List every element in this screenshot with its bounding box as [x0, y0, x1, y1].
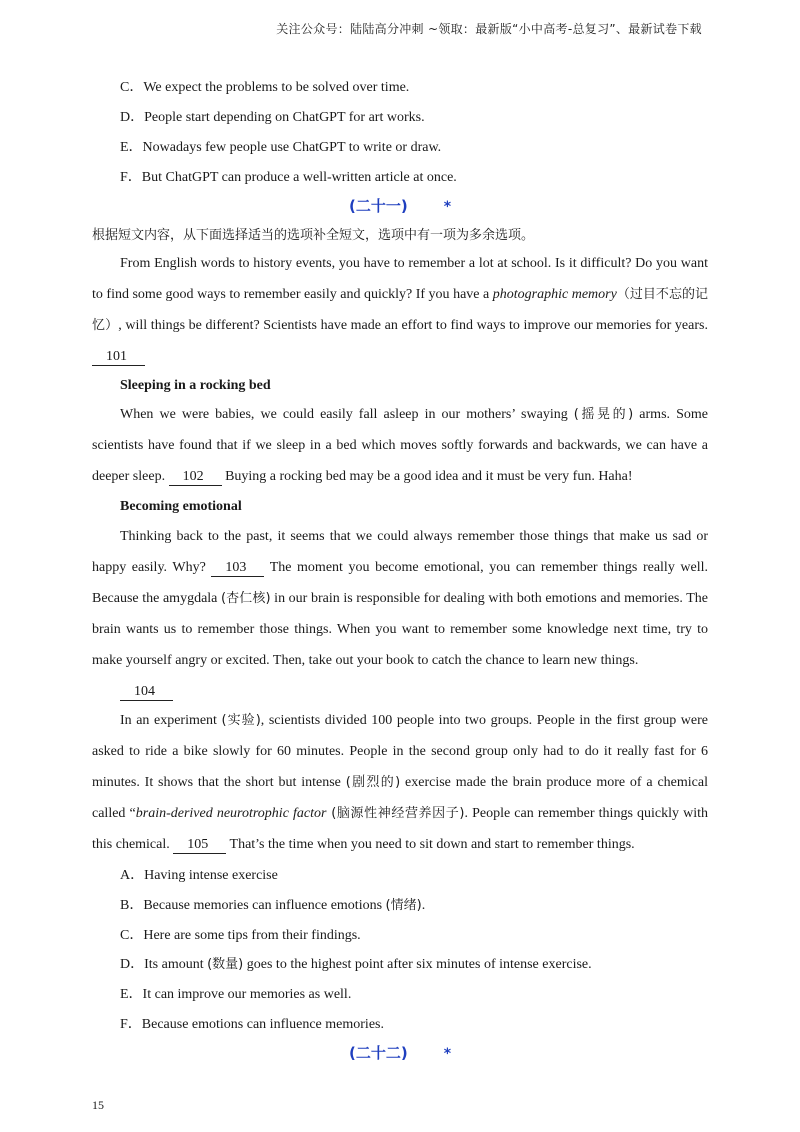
- blank-104: 104: [120, 684, 173, 701]
- prev-option-d: D．People start depending on ChatGPT for art works.: [120, 110, 425, 125]
- experiment-paragraph: In an experiment (实验), scientists divided 100 people into two groups. People in the first group were asked to ride a bike slowly for 60 minutes. People in the second group only had to do it really fast for 6 minutes. It shows that the short but intense (剧烈的) exercise made the brain produce more of a chemical called “brain-derived neurotrophic factor (脑源性神经营养因子). People can remember things quickly with this chemical. 105 That’s the time when you need to sit down and start to remember things.: [92, 713, 708, 852]
- section-22-heading: [0, 1042, 800, 1063]
- blank-102: 102: [169, 469, 222, 486]
- section-21-heading: [0, 195, 800, 216]
- subheading-rocking-bed: Sleeping in a rocking bed: [120, 378, 271, 393]
- option-d: D．Its amount (数量) goes to the highest point after six minutes of intense exercise.: [120, 957, 592, 972]
- blank-103: 103: [211, 560, 264, 577]
- blank-105: 105: [173, 837, 226, 854]
- instruction: [92, 227, 708, 245]
- option-c: C．Here are some tips from their findings.: [120, 928, 361, 943]
- intro-paragraph: From English words to history events, you have to remember a lot at school. Is it difficult? Do you want to find some good ways to remember easily and quickly? If you have a photographic memory（过目不忘的记忆）, will things be different? Scientists have made an effort to find ways to improve our memories for years. 101: [92, 256, 708, 364]
- blank-101: 101: [92, 349, 145, 366]
- header-note: 关注公众号：陆陆高分冲刺 ~领取：最新版“小中高考-总复习”、最新试卷下载: [276, 22, 702, 36]
- prev-option-f: F．But ChatGPT can produce a well-written article at once.: [120, 170, 457, 185]
- page-number: 15: [92, 1098, 104, 1112]
- prev-option-e: E．Nowadays few people use ChatGPT to write or draw.: [120, 140, 442, 155]
- option-a: A．Having intense exercise: [120, 868, 278, 883]
- star-icon: *: [443, 199, 452, 215]
- option-b: B．Because memories can influence emotions (情绪).: [120, 898, 426, 913]
- bdnf-term: brain-derived neurotrophic factor: [135, 806, 327, 821]
- instruction-text: 根据短文内容，从下面选择适当的选项补全短文，选项中有一项为多余选项。: [92, 228, 535, 243]
- option-e: E．It can improve our memories as well.: [120, 987, 352, 1002]
- section-22-title: (二十二): [348, 1044, 408, 1062]
- photographic-memory-term: photographic memory: [492, 287, 617, 302]
- section-21-title: (二十一): [348, 197, 408, 215]
- rocking-bed-paragraph: When we were babies, we could easily fall asleep in our mothers’ swaying (摇晃的) arms. Some scientists have found that if we sleep in a bed which moves softly forwards and backwards, we can have a deeper sleep. 102 Buying a rocking bed may be a good idea and it must be very fun. Haha!: [92, 407, 708, 484]
- subheading-emotional: Becoming emotional: [120, 499, 242, 514]
- option-f: F．Because emotions can influence memories.: [120, 1017, 384, 1032]
- prev-option-c: C．We expect the problems to be solved over time.: [120, 80, 410, 95]
- star-icon: *: [443, 1046, 452, 1062]
- emotional-paragraph: Thinking back to the past, it seems that we could always remember those things that make us sad or happy easily. Why? 103 The moment you become emotional, you can remember things really well. Because the amygdala (杏仁核) in our brain is responsible for dealing with both emotions and memories. The brain wants us to remember those things. When you want to remember some knowledge next time, try to make yourself angry or excited. Then, take out your book to catch the chance to learn new things.: [92, 529, 708, 668]
- subheading-104: [120, 683, 708, 701]
